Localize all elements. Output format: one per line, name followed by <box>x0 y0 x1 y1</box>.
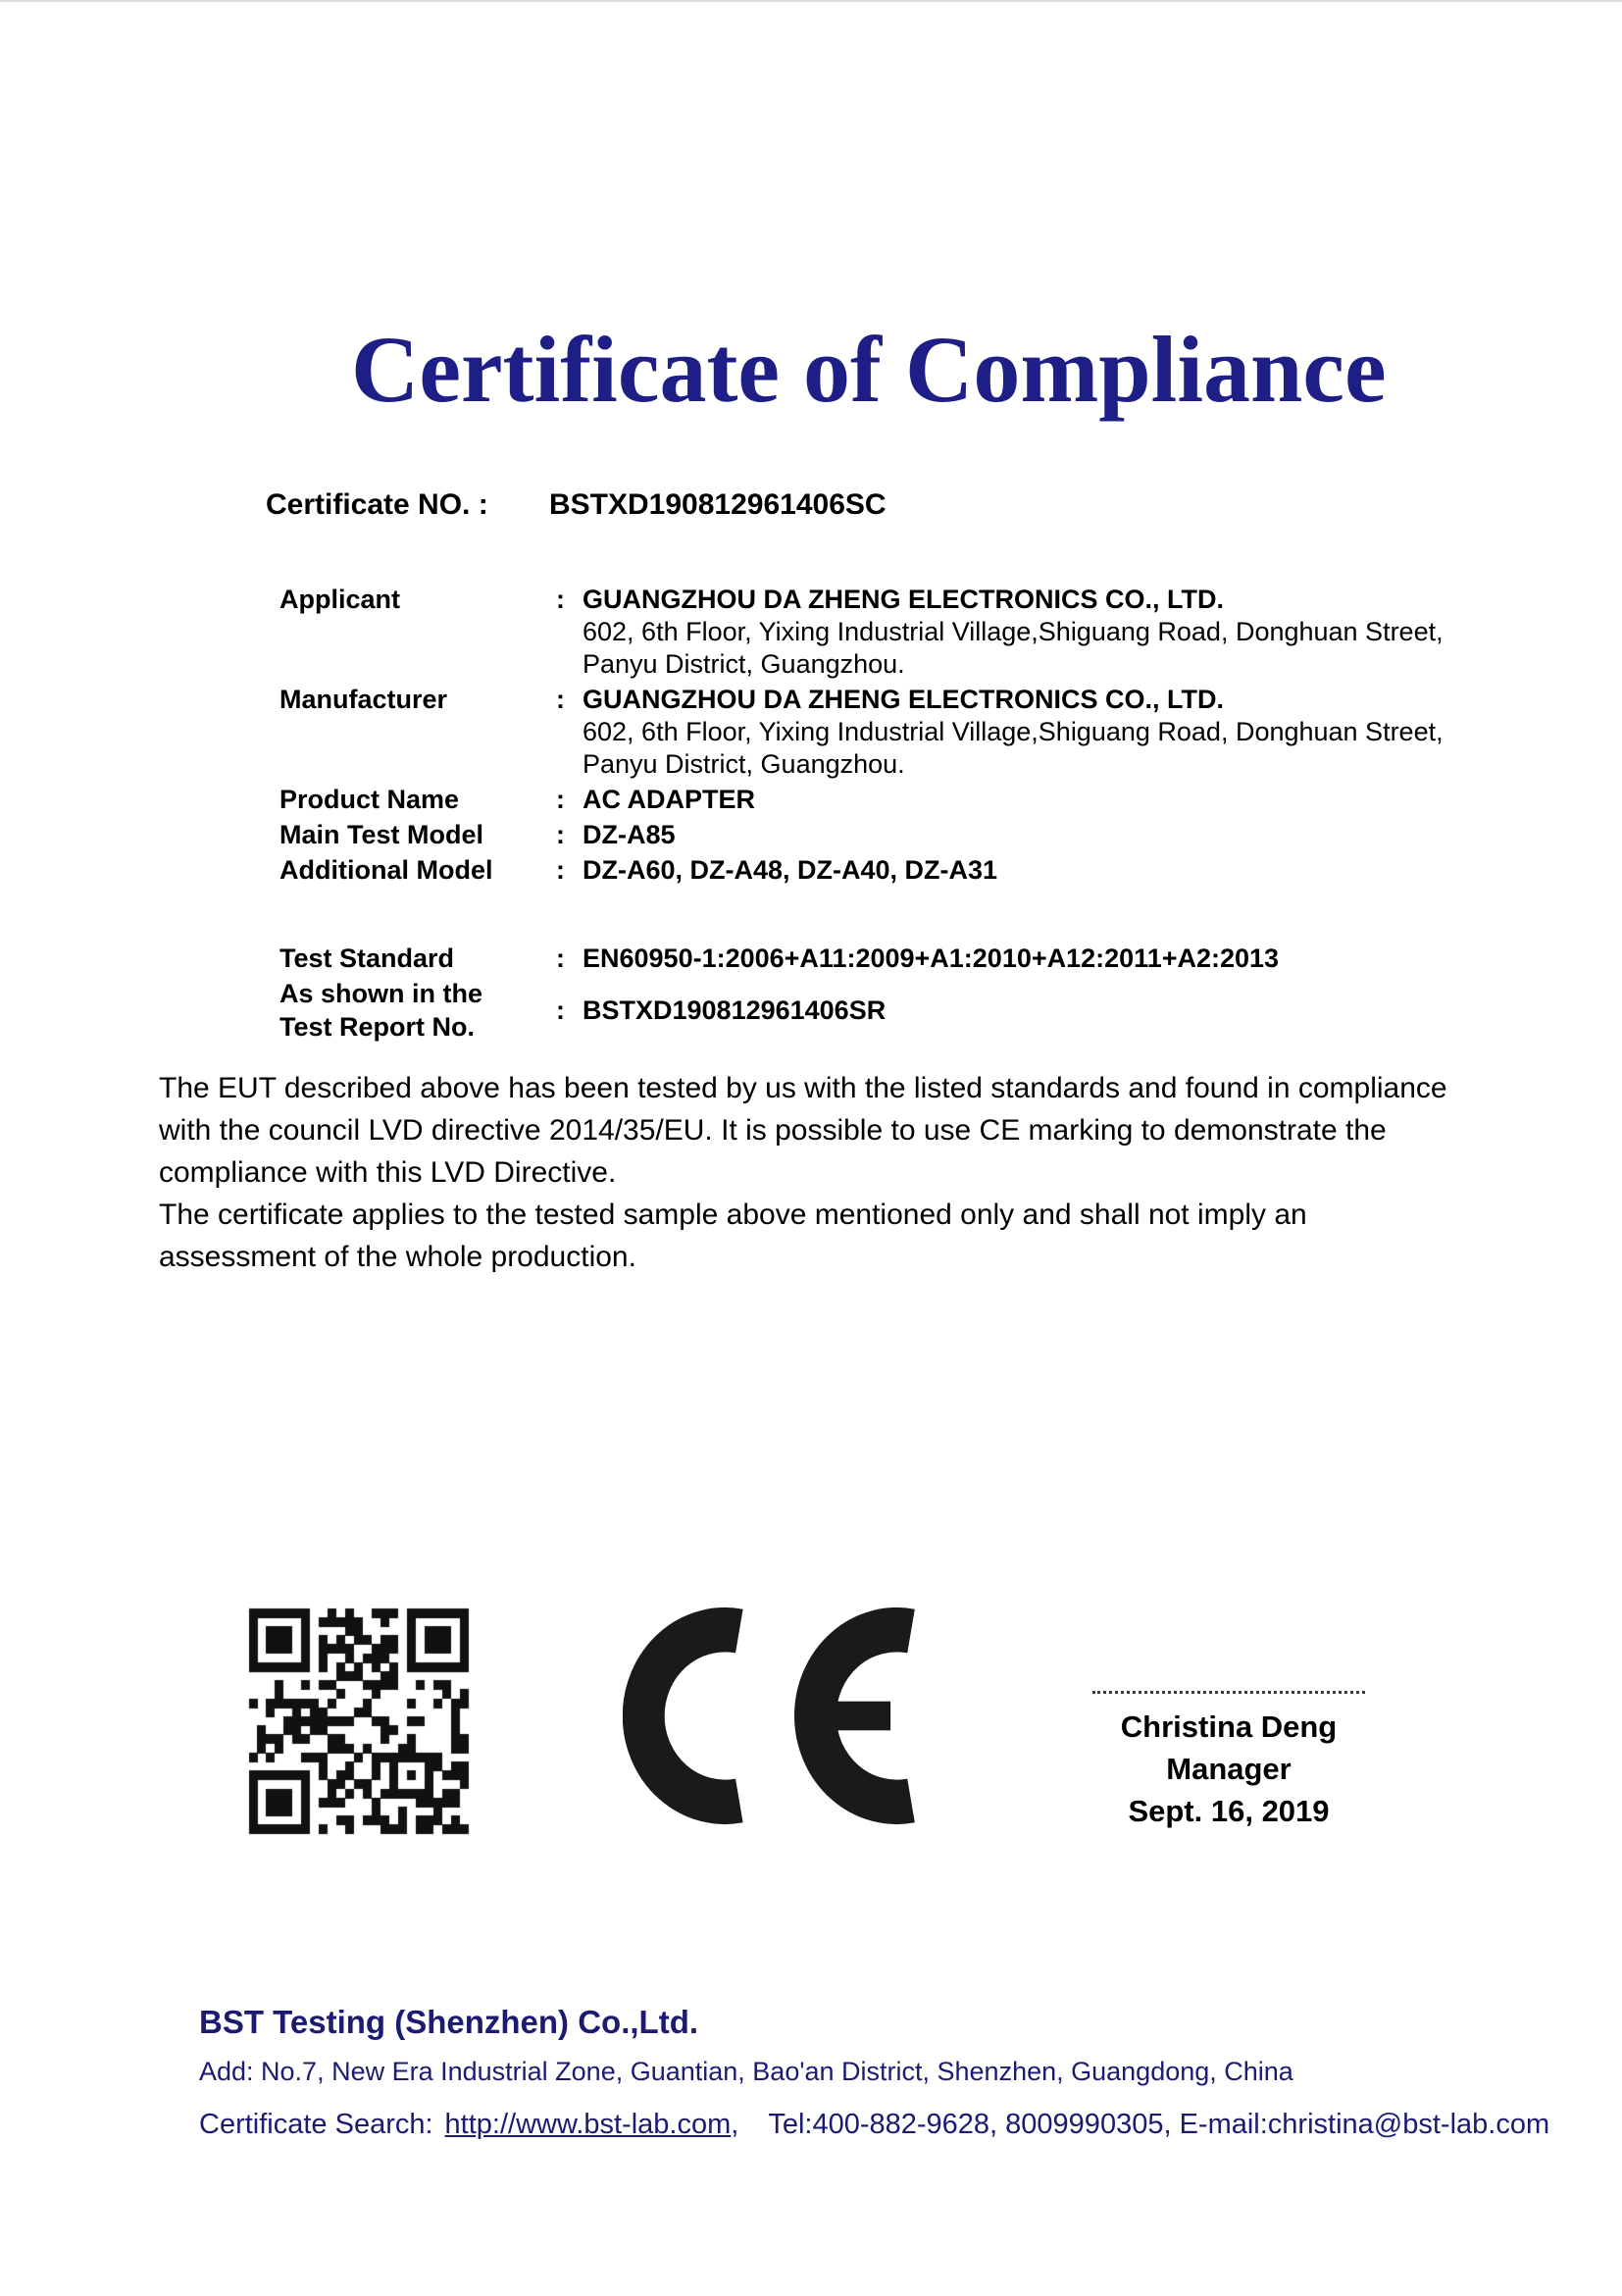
main-test-model-label: Main Test Model <box>279 820 484 849</box>
applicant-value <box>583 583 1444 681</box>
applicant-name: GUANGZHOU DA ZHENG ELECTRONICS CO., LTD. <box>583 585 1224 614</box>
test-report-label-line2: Test Report No. <box>279 1012 476 1042</box>
certificate-search-label: Certificate Search: <box>199 2109 433 2140</box>
colon: : <box>556 785 565 814</box>
ce-mark-icon <box>623 1605 932 1827</box>
lab-company-name: BST Testing (Shenzhen) Co.,Ltd. <box>199 2004 699 2040</box>
lab-address: Add: No.7, New Era Industrial Zone, Guantian, Bao'an District, Shenzhen, Guangdong, China <box>199 2057 1293 2086</box>
manufacturer-label: Manufacturer <box>279 685 448 714</box>
certificate-number-value: BSTXD190812961406SC <box>549 488 887 521</box>
signatory-name: Christina Deng <box>1120 1709 1338 1744</box>
product-name-label: Product Name <box>279 785 460 814</box>
footer <box>199 2005 1549 2141</box>
signature-date: Sept. 16, 2019 <box>1128 1794 1330 1828</box>
test-standard-label: Test Standard <box>279 944 455 973</box>
additional-model-value: DZ-A60, DZ-A48, DZ-A40, DZ-A31 <box>583 855 998 885</box>
additional-model-label: Additional Model <box>279 855 493 885</box>
certificate-number-label: Certificate NO. : <box>266 488 488 521</box>
colon: : <box>556 944 565 973</box>
certificate-number-row <box>266 488 887 522</box>
product-name-row <box>279 783 755 816</box>
qr-code <box>243 1603 475 1840</box>
signatory-title: Manager <box>1166 1752 1292 1786</box>
manufacturer-name: GUANGZHOU DA ZHENG ELECTRONICS CO., LTD. <box>583 685 1224 714</box>
colon: : <box>556 995 565 1025</box>
colon: : <box>556 855 565 885</box>
manufacturer-address-line2: Panyu District, Guangzhou. <box>583 749 905 779</box>
certificate-search-line <box>199 2109 1549 2141</box>
applicant-address-line1: 602, 6th Floor, Yixing Industrial Village,Shiguang Road, Donghuan Street, <box>583 617 1444 646</box>
test-report-label <box>279 977 556 1044</box>
main-test-model-value: DZ-A85 <box>583 820 676 849</box>
statement-text <box>159 1067 1448 1278</box>
product-name-value: AC ADAPTER <box>583 785 756 814</box>
test-report-value: BSTXD190812961406SR <box>583 995 887 1025</box>
test-report-row <box>279 977 886 1044</box>
manufacturer-address-line1: 602, 6th Floor, Yixing Industrial Village,Shiguang Road, Donghuan Street, <box>583 717 1444 746</box>
statement-paragraph-1: The EUT described above has been tested by us with the listed standards and found in compliance with the council LVD directive 2014/35/EU. It is possible to use CE marking to demonstrate the compliance with this LVD Directive. <box>159 1072 1447 1189</box>
colon: : <box>556 820 565 849</box>
page-title: Certificate of Compliance <box>351 317 1387 422</box>
lab-contact-info: Tel:400-882-9628, 8009990305, E-mail:christina@bst-lab.com <box>768 2109 1550 2140</box>
manufacturer-value <box>583 683 1444 781</box>
lab-website-link[interactable]: http://www.bst-lab.com <box>444 2109 732 2140</box>
manufacturer-row <box>279 683 1444 781</box>
test-standard-value: EN60950-1:2006+A11:2009+A1:2010+A12:2011+A2:2013 <box>583 944 1280 973</box>
signature-block <box>1087 1669 1371 1832</box>
main-test-model-row <box>279 818 676 851</box>
additional-model-row <box>279 853 997 887</box>
search-comma: , <box>731 2109 739 2140</box>
statement-paragraph-2: The certificate applies to the tested sample above mentioned only and shall not imply an assessment of the whole production. <box>159 1199 1307 1273</box>
signature-dotted-line <box>1092 1691 1365 1694</box>
test-report-label-line1: As shown in the <box>279 979 483 1008</box>
applicant-row <box>279 583 1444 681</box>
colon: : <box>556 585 565 614</box>
applicant-label: Applicant <box>279 585 401 614</box>
colon: : <box>556 685 565 714</box>
test-standard-row <box>279 942 1279 975</box>
applicant-address-line2: Panyu District, Guangzhou. <box>583 649 905 679</box>
